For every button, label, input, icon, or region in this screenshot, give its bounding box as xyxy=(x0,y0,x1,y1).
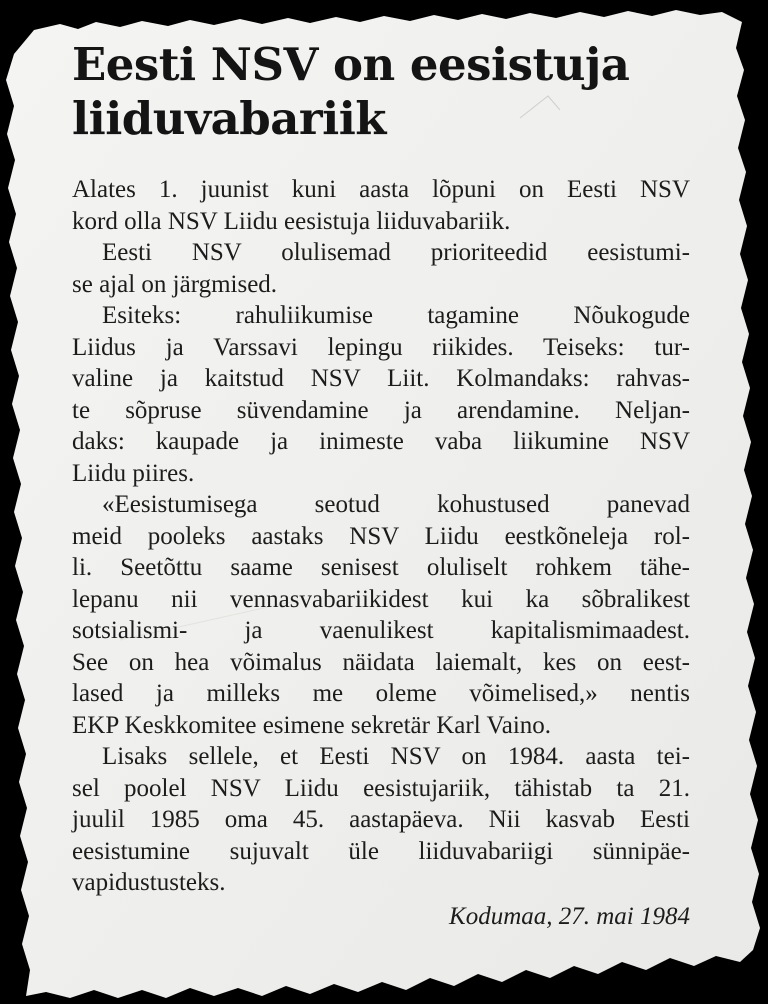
body-line: EKP Keskkomitee esimene sekretär Karl Vaino. xyxy=(72,711,552,739)
headline-line: liiduvabariik xyxy=(72,92,386,145)
body-line: daks: kaupade ja inimeste vaba liikumine NSV xyxy=(72,428,690,455)
body-line: te sõpruse süvendamine ja arendamine. Neljan- xyxy=(72,396,690,424)
body-line: Liidus ja Varssavi lepingu riikides. Teiseks: tur- xyxy=(72,333,690,361)
body-line: Lisaks sellele, et Eesti NSV on 1984. aasta tei- xyxy=(102,743,690,770)
body-line: eesistumine sujuvalt üle liiduvabariigi sünnipäe- xyxy=(72,837,690,865)
headline-line: Eesti NSV on eesistuja xyxy=(72,38,630,91)
body-line: Esiteks: rahuliikumise tagamine Nõukogude xyxy=(102,302,690,329)
body-line: valine ja kaitstud NSV Liit. Kolmandaks: rahvas- xyxy=(72,365,690,392)
article xyxy=(72,38,690,932)
body-line: «Eesistumisega seotud kohustused panevad xyxy=(102,491,690,518)
body-line: Liidu piires. xyxy=(72,459,195,487)
body-line: lepanu nii vennasvabariikidest kui ka sõbralikest xyxy=(72,585,690,613)
body-line: juulil 1985 oma 45. aastapäeva. Nii kasvab Eesti xyxy=(72,806,690,833)
body-line: meid pooleks aastaks NSV Liidu eestkõneleja rol- xyxy=(72,522,690,550)
body-line: See on hea võimalus näidata laiemalt, kes on eest- xyxy=(72,648,690,676)
body-line: se ajal on järgmised. xyxy=(72,270,278,298)
body-line: Alates 1. juunist kuni aasta lõpuni on Eesti NSV xyxy=(72,176,690,203)
body-line: li. Seetõttu saame senisest oluliselt rohkem tähe- xyxy=(72,554,690,581)
body-line: kord olla NSV Liidu eesistuja liiduvabariik. xyxy=(72,207,511,235)
body-line: sotsialismi- ja vaenulikest kapitalismimaadest. xyxy=(72,617,690,644)
body-line: Eesti NSV olulisemad prioriteedid eesistumi- xyxy=(102,239,690,266)
article-source: Kodumaa, 27. mai 1984 xyxy=(449,902,690,930)
body-line: lased ja milleks me oleme võimelised,» nentis xyxy=(72,680,690,707)
body-line: sel poolel NSV Liidu eesistujariik, tähistab ta 21. xyxy=(72,774,690,802)
article-headline xyxy=(72,38,690,146)
body-line: vapidustusteks. xyxy=(72,869,226,896)
article-body xyxy=(72,174,690,899)
